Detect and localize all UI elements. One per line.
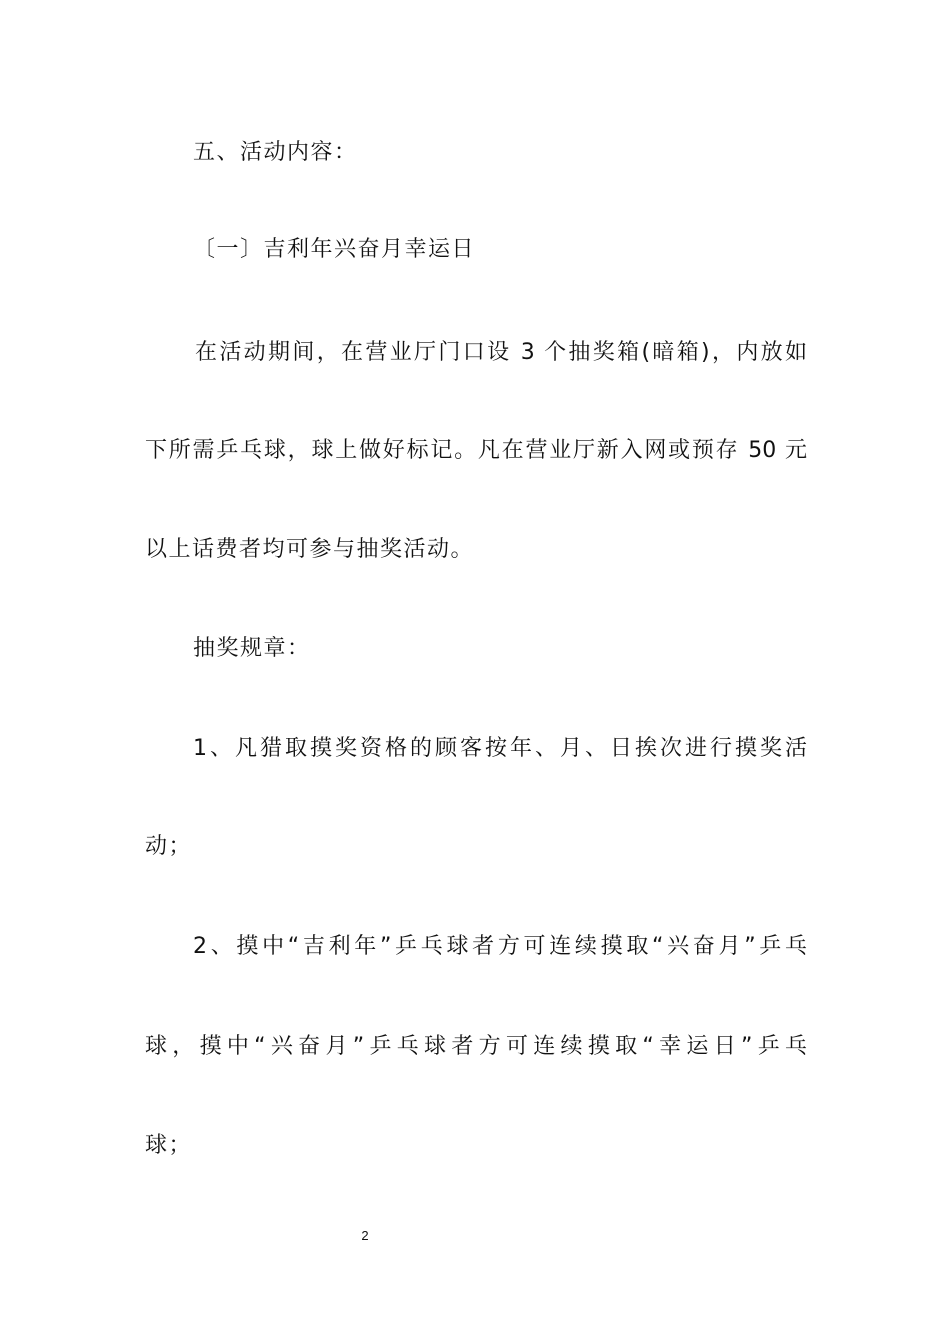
- sub-heading: 〔一〕吉利年兴奋月幸运日: [193, 237, 476, 262]
- page-number: 2: [361, 1228, 369, 1243]
- section-heading: 五、活动内容：: [193, 140, 358, 165]
- rule-line: 球；: [145, 1133, 193, 1158]
- paragraph-line: 下所需乒乓球，球上做好标记。凡在营业厅新入网或预存 50 元: [145, 438, 807, 463]
- rule-line: 动；: [145, 834, 193, 859]
- rule-line: 1、凡猎取摸奖资格的顾客按年、月、日挨次进行摸奖活: [193, 736, 807, 761]
- rules-heading: 抽奖规章：: [193, 636, 311, 661]
- paragraph-line: 以上话费者均可参与抽奖活动。: [145, 537, 475, 562]
- paragraph-line: 在活动期间，在营业厅门口设 3 个抽奖箱(暗箱)，内放如: [195, 340, 807, 365]
- rule-line: 球，摸中“兴奋月”乒乓球者方可连续摸取“幸运日”乒乓: [145, 1034, 807, 1059]
- rule-line: 2、摸中“吉利年”乒乓球者方可连续摸取“兴奋月”乒乓: [193, 934, 807, 959]
